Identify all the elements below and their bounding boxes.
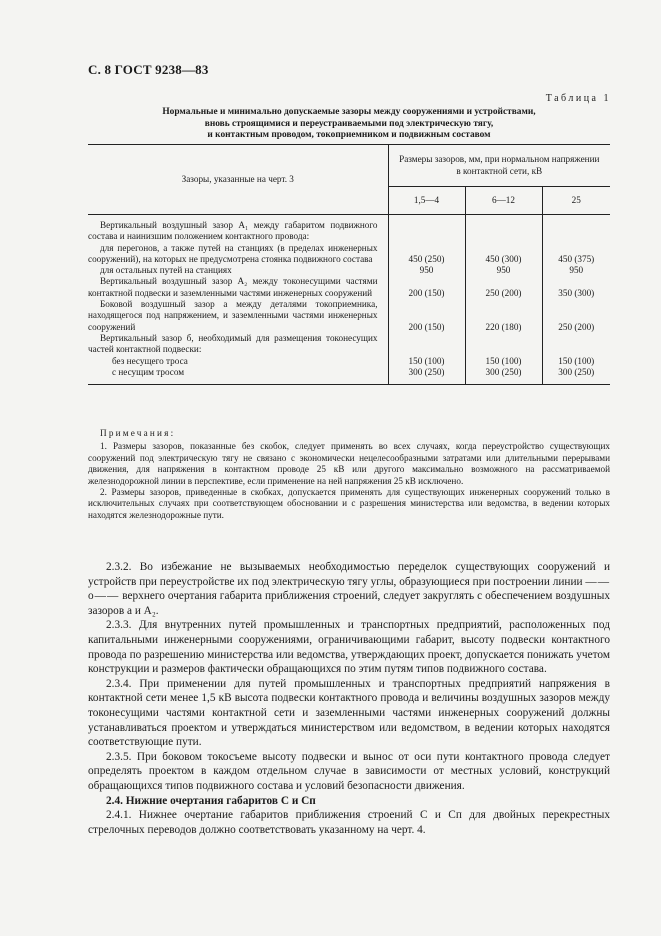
table-col-header: 1,5—4 (388, 187, 465, 215)
table-row (88, 299, 610, 333)
table-label: Таблица 1 (545, 93, 611, 104)
paragraph-text: верхнего очертания габарита приближения строений, следует закруглять с обеспечением воздушных зазоров а и A₂. (88, 590, 610, 617)
table-title-line: вновь строящимися и переустраиваемыми под электрическую тягу, (204, 118, 494, 129)
table-row (88, 276, 610, 299)
table-title-line: Нормальные и минимально допускаемые зазоры между сооружениями и устройствами, (162, 107, 536, 117)
table-title-line: и контактным проводом, токоприемником и подвижным составом (207, 130, 491, 140)
row-value: 950 (465, 265, 542, 276)
row-value: 300 (250) (388, 367, 465, 385)
row-value: 300 (250) (558, 366, 595, 377)
row-value: 350 (300) (558, 287, 595, 298)
table-head-description: Зазоры, указанные на черт. 3 (88, 145, 388, 215)
row-value: 220 (180) (465, 299, 542, 333)
row-value (388, 215, 465, 243)
row-description: с несущим тросом (112, 366, 185, 377)
row-description: без несущего троса (112, 355, 188, 366)
row-description: Вертикальный воздушный зазор A₁ между габаритом подвижного состава и наинизшим положением контактного провода: (88, 220, 378, 242)
row-description: для остальных путей на станциях (100, 265, 232, 276)
paragraph-2-4-1: 2.4.1. Нижнее очертание габаритов приближения строений С и Сп для двойных перекрестных стрелочных переводов должно соответствовать указанному на черт. 4. (88, 809, 610, 836)
table-row (88, 265, 610, 276)
row-value: 200 (150) (388, 299, 465, 333)
paragraph-2-3-3: 2.3.3. Для внутренних путей промышленных и транспортных предприятий, расположенных под капитальными инженерными сооружениями, ограничивающими габарит, высоту подвески контактного провода по разрешению министерства или ведомства, утверждающих проект, допускается понижать учетом конструкции и размеров фактически обращающихся по этим путям типов подвижного состава. (88, 619, 610, 676)
note-item: 2. Размеры зазоров, приведенные в скобках, допускается применять для существующих инженерных сооружений только в исключительных случаях при соответствующем обосновании и с разрешения министерства или ведомства, в ведении которых находятся железнодорожные пути. (88, 487, 610, 520)
row-value: 450 (250) (388, 243, 465, 266)
row-value: 300 (250) (465, 367, 542, 385)
row-value (388, 333, 465, 356)
row-description: Вертикальный зазор б, необходимый для размещения токонесущих частей контактной подвески: (88, 332, 378, 355)
row-value: 950 (388, 265, 465, 276)
table-title (88, 107, 610, 142)
table-head-voltage-group: Размеры зазоров, мм, при нормальном напряжении в контактной сети, кВ (388, 145, 610, 187)
row-value: 450 (375) (558, 253, 595, 264)
section-heading-2-4: 2.4. Нижние очертания габаритов С и Сп (106, 794, 316, 807)
row-value: 150 (100) (388, 356, 465, 367)
table-col-header: 6—12 (465, 187, 542, 215)
table-body (88, 215, 610, 385)
table-col-header: 25 (542, 187, 610, 215)
row-value (542, 333, 610, 356)
row-value: 450 (300) (465, 243, 542, 266)
paragraph-2-3-4: 2.3.4. При применении для путей промышленных и транспортных предприятий напряжения в контактной сети менее 1,5 кВ высота подвески контактного провода и величины воздушных зазоров между токонесущими частями контактной сети и заземленными частями инженерных сооружений должны устанавливаться проектом и утверждаться министерством или ведомством, в ведении которых находятся соответствующие пути. (88, 677, 610, 749)
dash-dot-line-symbol: ——o—— (88, 575, 610, 603)
paragraph-text: 2.3.2. Во избежание не вызываемых необходимостью переделок существующих сооружений и устройств при переустройстве их под электрическую тягу углы, образующиеся при построении линии (88, 561, 610, 588)
table-row (88, 367, 610, 385)
note-item: 1. Размеры зазоров, показанные без скобок, следует применять во всех случаях, когда переустройство существующих сооружений под электрическую тягу не связано с экономически нецелесообразными затратами или длительными перерывами движения, для напряжения в контактном проводе 25 кВ или другого максимально возможного на рассматриваемой железнодорожной линии в перспективе, если применение на ней напряжения 25 кВ исключено. (88, 441, 610, 486)
row-description: Вертикальный воздушный зазор A₂ между токонесущими частями контактной подвески и заземленными частями инженерных сооружений (88, 276, 378, 298)
row-value: 250 (200) (558, 321, 595, 332)
row-value (465, 215, 542, 243)
table-row (88, 243, 610, 266)
row-value (542, 215, 610, 243)
row-description: для перегонов, а также путей на станциях (в пределах инженерных сооружений), на которых не предусмотрена стоянка подвижного состава (88, 242, 378, 264)
clearance-table (88, 144, 610, 385)
row-description: Боковой воздушный зазор а между деталями токоприемника, находящегося под напряжением, и заземленными частями инженерных сооружений (88, 299, 378, 332)
notes-title: Примечания: (100, 428, 176, 438)
row-value (465, 333, 542, 356)
table-notes (88, 428, 610, 521)
row-value: 950 (569, 265, 584, 276)
page-header: С. 8 ГОСТ 9238—83 (88, 62, 209, 77)
paragraph-2-3-5: 2.3.5. При боковом токосъеме высоту подвески и вынос от оси пути контактного провода следует определять проектом в каждом отдельном случае в зависимости от местных условий, конструкций обращающихся типов подвижного состава и условий безопасности движения. (88, 750, 610, 792)
table-row (88, 215, 610, 243)
row-value: 250 (200) (465, 276, 542, 299)
body-text (88, 560, 610, 837)
row-value: 150 (100) (558, 355, 595, 366)
paragraph-2-3-2 (88, 560, 610, 618)
row-value: 150 (100) (465, 356, 542, 367)
row-value: 200 (150) (388, 276, 465, 299)
table-row (88, 356, 610, 367)
table-row (88, 333, 610, 356)
